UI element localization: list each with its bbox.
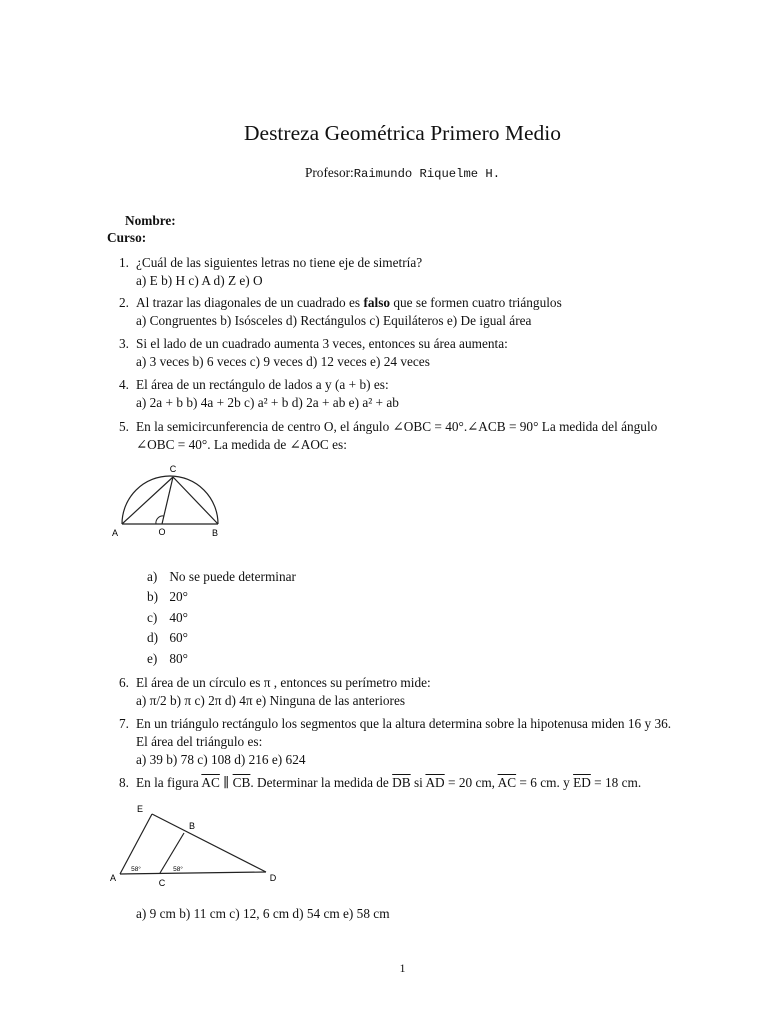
label-o: O [158,527,166,537]
angle-label-a: 58° [131,866,141,873]
segment-ad [120,872,266,874]
question-number: 1. [119,255,129,270]
semicircle-figure [100,458,240,544]
question-2 [119,294,709,330]
professor-line [0,164,768,183]
question-answers: a) E b) H c) A d) Z e) O [136,273,263,288]
segment-co [162,477,173,524]
question-number: 6. [119,675,129,690]
question-text: El área de un círculo es π , entonces su perímetro mide: [136,675,431,690]
question-text [136,774,709,792]
question-text: El área de un rectángulo de lados a y (a + b) es: [136,377,389,392]
document-title: Destreza Geométrica Primero Medio [244,121,561,145]
text-part: En la figura [136,775,202,790]
page-number: 1 [399,961,406,975]
label-b: B [188,821,196,831]
segment-db-text: $\overline{DB}$ [392,775,411,790]
question-answers: a) 2a + b b) 4a + 2b c) a² + b d) 2a + ab e) a² + ab [136,395,399,410]
option-c [147,609,296,629]
question-3 [119,335,709,371]
text-part: = 6 cm. y [516,775,574,790]
option-tag: d) [147,630,159,646]
question-8 [119,774,709,792]
parallel-symbol: ∥ [219,775,233,790]
question-4 [119,376,709,412]
segment-cb [173,477,218,524]
course-label: Curso: [107,230,147,245]
question-text: Si el lado de un cuadrado aumenta 3 veces, entonces su área aumenta: [136,336,508,351]
semicircle-arc [122,476,218,524]
question-text: ¿Cuál de las siguientes letras no tiene eje de simetría? [136,255,423,270]
segment-ac-text: $\overline{AC}$ [201,775,220,790]
question-text: El área del triángulo es: [136,734,263,749]
question-text [136,294,709,312]
label-c: C [169,464,177,474]
question-answers: a) 39 b) 78 c) 108 d) 216 e) 624 [136,752,306,767]
text-part: que se formen cuatro triángulos [390,295,562,310]
text-part: . Determinar la medida de [250,775,393,790]
question-number: 7. [119,716,129,731]
segment-ac-text: $\overline{AC}$ [497,775,517,790]
segment-ae [120,814,152,874]
question-number: 4. [119,377,129,392]
option-d [147,629,296,649]
option-tag: a) [147,569,158,584]
question-number: 2. [119,295,129,310]
label-e: E [136,804,144,814]
question-1 [119,254,709,290]
label-c: C [158,878,166,888]
segment-ed-text: $\overline{ED}$ [573,775,591,790]
question-answers: a) π/2 b) π c) 2π d) 4π e) Ninguna de las anteriores [136,693,406,708]
question-7 [119,715,709,769]
question-6 [119,674,709,710]
option-text: 20° [169,589,188,605]
name-label: Nombre: [125,213,176,228]
question-text: ∠OBC = 40°. La medida de ∠AOC es: [136,437,347,452]
professor-label: Profesor: [304,165,354,180]
segment-ac [122,477,173,524]
professor-name: Raimundo Riquelme H. [353,167,501,181]
option-text: 40° [169,609,188,625]
question-5 [119,418,709,454]
option-e [147,650,296,670]
question-number: 8. [119,775,129,790]
text-part: Al trazar las diagonales de un cuadrado es [136,295,364,310]
option-tag: e) [147,650,158,666]
option-text: 60° [169,630,188,646]
text-part: = 18 cm. [590,775,642,790]
bold-word: falso [363,295,391,310]
question-answers: a) Congruentes b) Isósceles d) Rectángulos c) Equiláteros e) De igual área [136,313,532,328]
question-text: En un triángulo rectángulo los segmentos que la altura determina sobre la hipotenusa miden 16 y 36. [136,716,672,731]
question-answers: a) 3 veces b) 6 veces c) 9 veces d) 12 veces e) 24 veces [136,354,430,369]
option-tag: b) [147,589,159,605]
label-a: A [109,873,117,883]
question-number: 3. [119,336,129,351]
triangle-figure [104,804,284,890]
text-part: = 20 cm, [444,775,498,790]
option-b [147,588,296,608]
question-8-answers: a) 9 cm b) 11 cm c) 12, 6 cm d) 54 cm e) 58 cm [136,906,390,921]
segment-cb-text: $\overline{CB}$ [232,775,251,790]
option-text: No se puede determinar [169,569,296,584]
question-5-options [147,568,296,670]
option-a [147,568,296,588]
segment-ad-text: $\overline{AD}$ [425,775,445,790]
label-d: D [269,873,277,883]
option-text: 80° [169,650,188,666]
label-b: B [211,528,219,538]
option-tag: c) [147,609,158,625]
angle-label-c: 58° [173,866,183,873]
question-number: 5. [119,419,129,434]
text-part: si [410,775,426,790]
segment-ed [152,814,266,872]
label-a: A [111,528,119,538]
question-text: En la semicircunferencia de centro O, el ángulo ∠OBC = 40°.∠ACB = 90° La medida del ángulo [136,419,658,434]
